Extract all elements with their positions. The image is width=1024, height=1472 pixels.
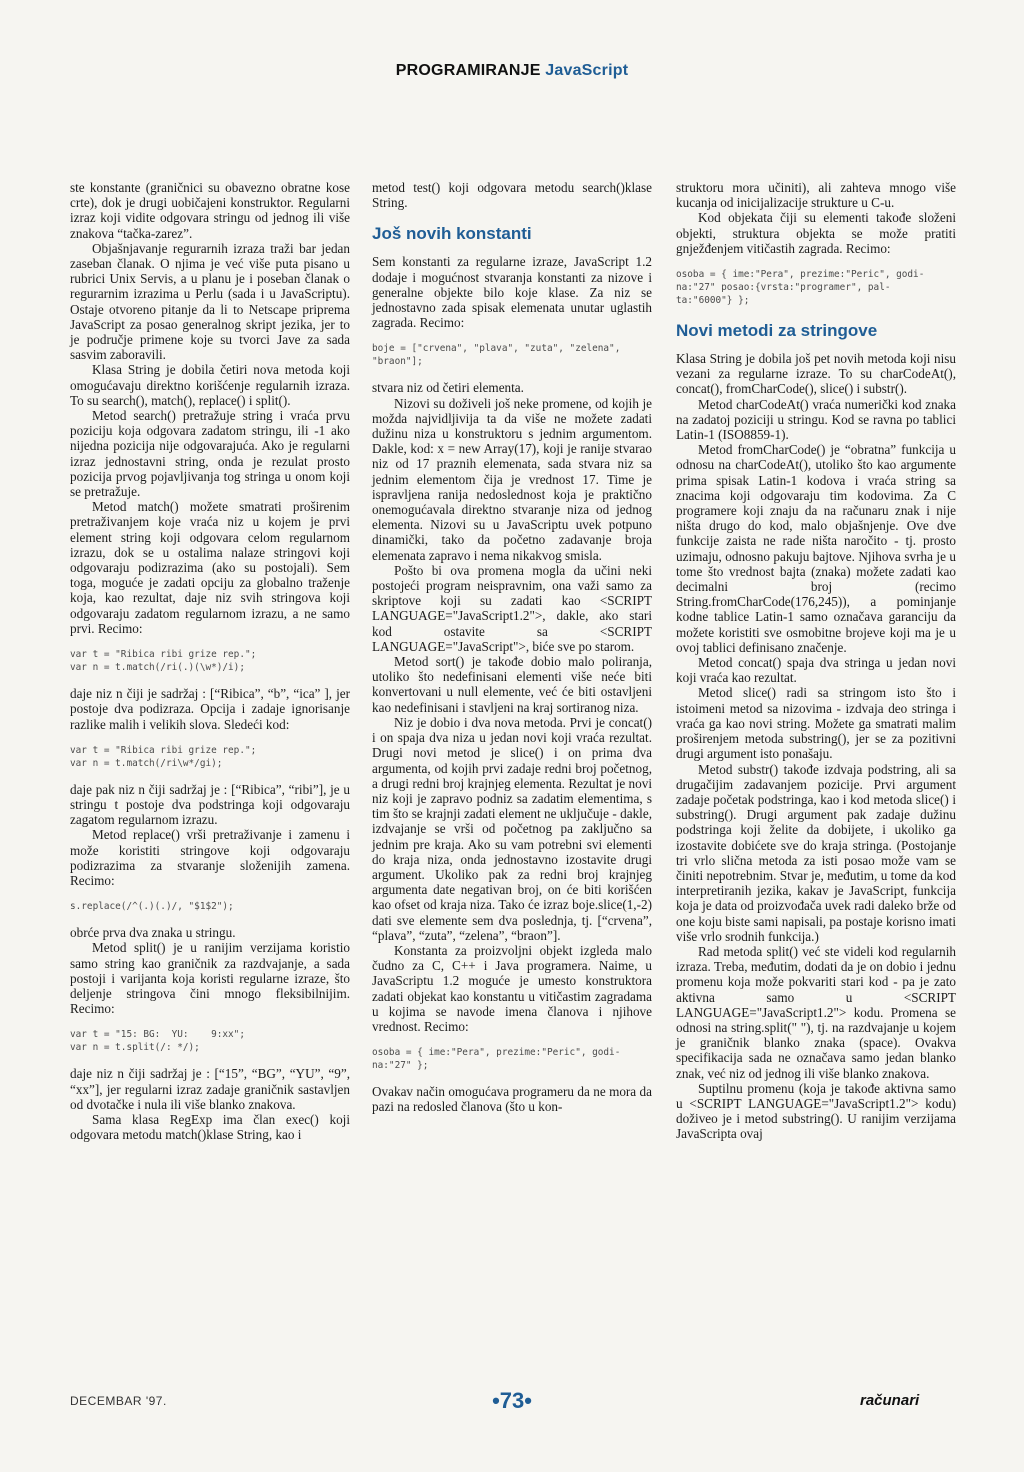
paragraph: Metod replace() vrši pretraživanje i zamenu i može koristiti stringove koji odgovaraju podizrazima za stvaranje složenijih zamena. Recimo:	[70, 827, 350, 888]
paragraph: Pošto bi ova promena mogla da učini neki postojeći program neispravnim, ona važi samo za skriptove koji su zadati kao <SCRIPT LANGUAGE="JavaScript1.2">, dakle, ako stari kod ostavite sa <SCRIPT LANGUAGE="JavaScript">, biće sve po starom.	[372, 562, 652, 654]
code-snippet: var t = "Ribica ribi grize rep."; var n = t.match(/ri(.)(\w*)/i);	[70, 649, 257, 674]
section-heading: Novi metodi za stringove	[676, 321, 878, 341]
page-header	[0, 62, 1024, 80]
section-heading: Još novih konstanti	[372, 224, 532, 244]
paragraph: Nizovi su doživeli još neke promene, od kojih je možda najvidljivija ta da više ne možete zadati dužinu niza u konstruktoru s jednim argumentom. Dakle, kod: x = new Array(17), koji je ranije stvarao niz od 17 praznih elemenata, sada stvara niz sa jednim elementom čija je vrednost 17. Time je ispravljena ranija nedoslednost koja je praktično onemogućavala direktno stvaranje niza od jednog elementa. Nizovi su u JavaScriptu uvek potpuno dinamički, tako da početno zadavanje broja elemenata zapravo i nema nikakvog smisla.	[372, 395, 652, 563]
magazine-logo: računari	[860, 1392, 920, 1409]
paragraph: Klasa String je dobila četiri nova metoda koji omogućavaju direktno korišćenje regularnih izraza. To su search(), match(), replace() i split().	[70, 362, 350, 408]
paragraph: metod test() koji odgovara metodu search()klase String.	[372, 180, 652, 211]
paragraph: daje niz n čiji sadržaj je : [“15”, “BG”, “YU”, “9”, “xx”], jer regularni izraz zadaje graničnik sastavljen od dvotačke i nula ili više blanko znakova.	[70, 1066, 350, 1112]
paragraph: Kod objekata čiji su elementi takođe složeni objekti, struktura objekta se može pratiti gnježđenjem vitičastih zagrada. Recimo:	[676, 210, 956, 256]
paragraph: Ovakav način omogućava programeru da ne mora da pazi na redosled članova (što u kon-	[372, 1084, 652, 1115]
paragraph: struktoru mora učiniti), ali zahteva mnogo više kucanja od inicijalizacije strukture u C-u.	[676, 180, 956, 211]
code-snippet: var t = "15: BG: YU: 9:xx"; var n = t.split(/: */);	[70, 1029, 245, 1054]
paragraph: Metod substr() takođe izdvaja podstring, ali sa drugačijim zadavanjem pozicije. Prvi argument zadaje početak podstringa, kao i kod metoda slice() i substring(). Drugi argument pak zadaje dužinu podstringa koji želite da dobijete, i ukoliko ga izostavite dobićete sve do kraja stringa. (Postojanje tri vrlo slična metoda za isti posao može vam se činiti nepotrebnim. Stvar je, međutim, u tome da kod interpretiranih jezika, kakav je JavaScript, funkcija koja je data od proizvođača uvek radi daleko brže od one koju biste sami napisali, pa postaje korisno imati više vrlo srodnih funkcija.)	[676, 761, 956, 944]
paragraph: Metod concat() spaja dva stringa u jedan novi koji vraća kao rezultat.	[676, 655, 956, 686]
paragraph: Konstanta za proizvoljni objekt izgleda malo čudno za C, C++ i Java programera. Naime, u JavaScriptu 1.2 moguće je umesto konstruktora zadati objekat kao konstantu u vitičastim zagradama u kojima se navode imena članova i njihove vrednost. Recimo:	[372, 942, 652, 1034]
column-2	[372, 180, 652, 1115]
column-1	[70, 180, 350, 1142]
paragraph: Metod slice() radi sa stringom isto što i istoimeni metod sa nizovima - izdvaja deo stringa i vraća ga kao novi string. Možete ga smatrati malim proširenjem metoda substring(), jer se za pozitivni drugi argument isto ponašaju.	[676, 685, 956, 762]
paragraph: Metod charCodeAt() vraća numerički kod znaka na zadatoj poziciji u stringu. Kod se ravna po tablici Latin-1 (ISO8859-1).	[676, 396, 956, 443]
paragraph: Objašnjavanje regurarnih izraza traži bar jedan zaseban članak. O njima je već više puta pisano u rubrici Unix Servis, a u planu je i poseban članak o regurarnim izrazima u Perlu (sada i u JavaScriptu). Ostaje otvoreno pitanje da li to Netscape priprema JavaScript za posao generalnog skript jezika, jer to je područje primene koje su tvorci Jave za sada sasvim zaboravili.	[70, 240, 350, 363]
paragraph: daje pak niz n čiji sadržaj je : [“Ribica”, “ribi”], je u stringu t postoje dva podstringa koji odgovaraju zagatom regularnom izrazu.	[70, 781, 350, 828]
issue-date: DECEMBAR '97.	[70, 1394, 167, 1408]
paragraph: Klasa String je dobila još pet novih metoda koji nisu vezani za regularne izraze. To su charCodeAt(), concat(), fromCharCode(), slice() i substr().	[676, 351, 956, 397]
paragraph: Niz je dobio i dva nova metoda. Prvi je concat() i on spaja dva niza u jedan novi koji vraća rezultat. Drugi novi metod je slice() i on prima dva argumenta, od kojih prvi zadaje redni broj početnog, a drugi redni broj krajnjeg elementa. Rezultat je novi niz koji je zapravo podniz sa zadatim elementima, s tim što se krajnji zadati element ne uključuje - dakle, izdvajanje se vrši od početnog pa zaključno sa jednim pre kraja. Ako su vam potrebni svi elementi do kraja niza, onda jednostavno izostavite drugi argument. Ukoliko pak za redni broj krajnjeg argumenta date negativan broj, on će biti korišćen kao ofset od kraja niza. Tako će izraz boje.slice(1,-2) dati sve elemente sem dva poslednja, tj. [“crvena”, “plava”, “zuta”, “zelena”, “braon”].	[372, 714, 652, 943]
paragraph: Suptilnu promenu (koja je takođe aktivna samo u <SCRIPT LANGUAGE="JavaScript1.2"> kodu) doživeo je i metod substring(). U ranijim verzijama JavaScripta ovaj	[676, 1080, 956, 1142]
paragraph: Sama klasa RegExp ima član exec() koji odgovara metodu match()klase String, kao i	[70, 1111, 350, 1143]
topic-title: JavaScript	[545, 62, 629, 79]
paragraph: Metod split() je u ranijim verzijama koristio samo string kao graničnik za razdvajanje, a sada postoji i varijanta koja koristi regularne izraze, što deljenje stringova čini mnogo fleksibilnijim. Recimo:	[70, 940, 350, 1017]
page-number: •73•	[492, 1388, 532, 1413]
code-snippet: osoba = { ime:"Pera", prezime:"Peric", godi- na:"27" };	[372, 1047, 621, 1072]
code-snippet: boje = ["crvena", "plava", "zuta", "zelena", "braon"];	[372, 343, 621, 368]
paragraph: Rad metoda split() već ste videli kod regularnih izraza. Treba, međutim, dodati da je on dobio i jednu promenu koja može pokvariti stari kod - pa je zato aktivna samo u <SCRIPT LANGUAGE="JavaScript1.2"> kodu. Promena se odnosi na string.split(" "), tj. na razdvajanje u kojem je graničnik blanko znaka (space). Ovakva specifikacija sada ne označava samo jedan blanko znak, već niz od jednog ili više blanko znakova.	[676, 943, 956, 1081]
code-snippet: osoba = { ime:"Pera", prezime:"Peric", godi- na:"27" posao:{vrsta:"programer", pal- ta:"6000"} };	[676, 269, 925, 307]
section-title: PROGRAMIRANJE	[395, 62, 541, 79]
code-snippet: s.replace(/^(.)(.)/, "$1$2");	[70, 901, 234, 913]
paragraph: Metod match() možete smatrati proširenim pretraživanjem koje vraća niz u kojem je prvi element string koji odgovara celom regularnom izrazu, dok se u ostalima nalaze stringovi koji odgovaraju podizrazima (ako su postojali). Sem toga, moguće je zadati opciju za globalno traženje koja, kao rezultat, daje niz svih stringova koji odgovaraju zadatom regularnom izrazu, a ne samo prvi. Recimo:	[70, 499, 350, 636]
paragraph: ste konstante (graničnici su obavezno obratne kose crte), dok je drugi uobičajeni konstruktor. Regularni izraz koji vidite odgovara stringu od jednog ili više znakova “tačka-zarez”.	[70, 180, 350, 241]
paragraph: Metod search() pretražuje string i vraća prvu poziciju koja odgovara zadatom stringu, ili -1 ako nijedna pozicija nije odgovarajuća. Ako je regularni izraz jednostavni string, onda je rezulat prosto pozicija prvog pojavljivanja tog stringa u onom koji se pretražuje.	[70, 408, 350, 500]
paragraph: stvara niz od četiri elementa.	[372, 380, 524, 396]
paragraph: daje niz n čiji je sadržaj : [“Ribica”, “b”, “ica” ], jer postoje dva podizraza. Opcija i zadaje ignorisanje razlike malih i velikih slova. Sledeći kod:	[70, 686, 350, 732]
paragraph: Metod sort() je takođe dobio malo poliranja, utoliko što nedefinisani elementi više neće biti konvertovani u null elemente, već će biti ostavljeni kao nedefinisani i stavljeni na kraj sortiranog niza.	[372, 654, 652, 715]
paragraph: Sem konstanti za regularne izraze, JavaScript 1.2 dodaje i mogućnost stvaranja konstanti za nizove i generalne objekte bilo koje klase. Za niz se jednostavno zada spisak elemenata unutar uglastih zagrada. Recimo:	[372, 254, 652, 331]
paragraph: Metod fromCharCode() je “obratna” funkcija u odnosu na charCodeAt(), utoliko što kao argumente prima spisak Latin-1 kodova i vraća string sa znacima koji odgovaraju tim kodovima. Za C programere koji znaju da na računaru znak i nije ništa drugo do kod, malo objašnjenje. Ove dve funkcije zaista ne rade ništa naročito - tj. prosto uzimaju, odnosno pakuju bajtove. Njihova svrha je u tome što vrednost bajta (znaka) možete zadati kao decimalni broj (recimo String.fromCharCode(176,245)), a pominjanje kodne tablice Latin-1 samo označava garanciju da možete koristiti sve osmobitne brojeve koji ma je u ovoj tablici definisano značenje.	[676, 442, 956, 655]
paragraph: obrće prva dva znaka u stringu.	[70, 925, 236, 941]
code-snippet: var t = "Ribica ribi grize rep."; var n = t.match(/ri\w*/gi);	[70, 744, 257, 769]
column-3	[676, 180, 956, 1142]
